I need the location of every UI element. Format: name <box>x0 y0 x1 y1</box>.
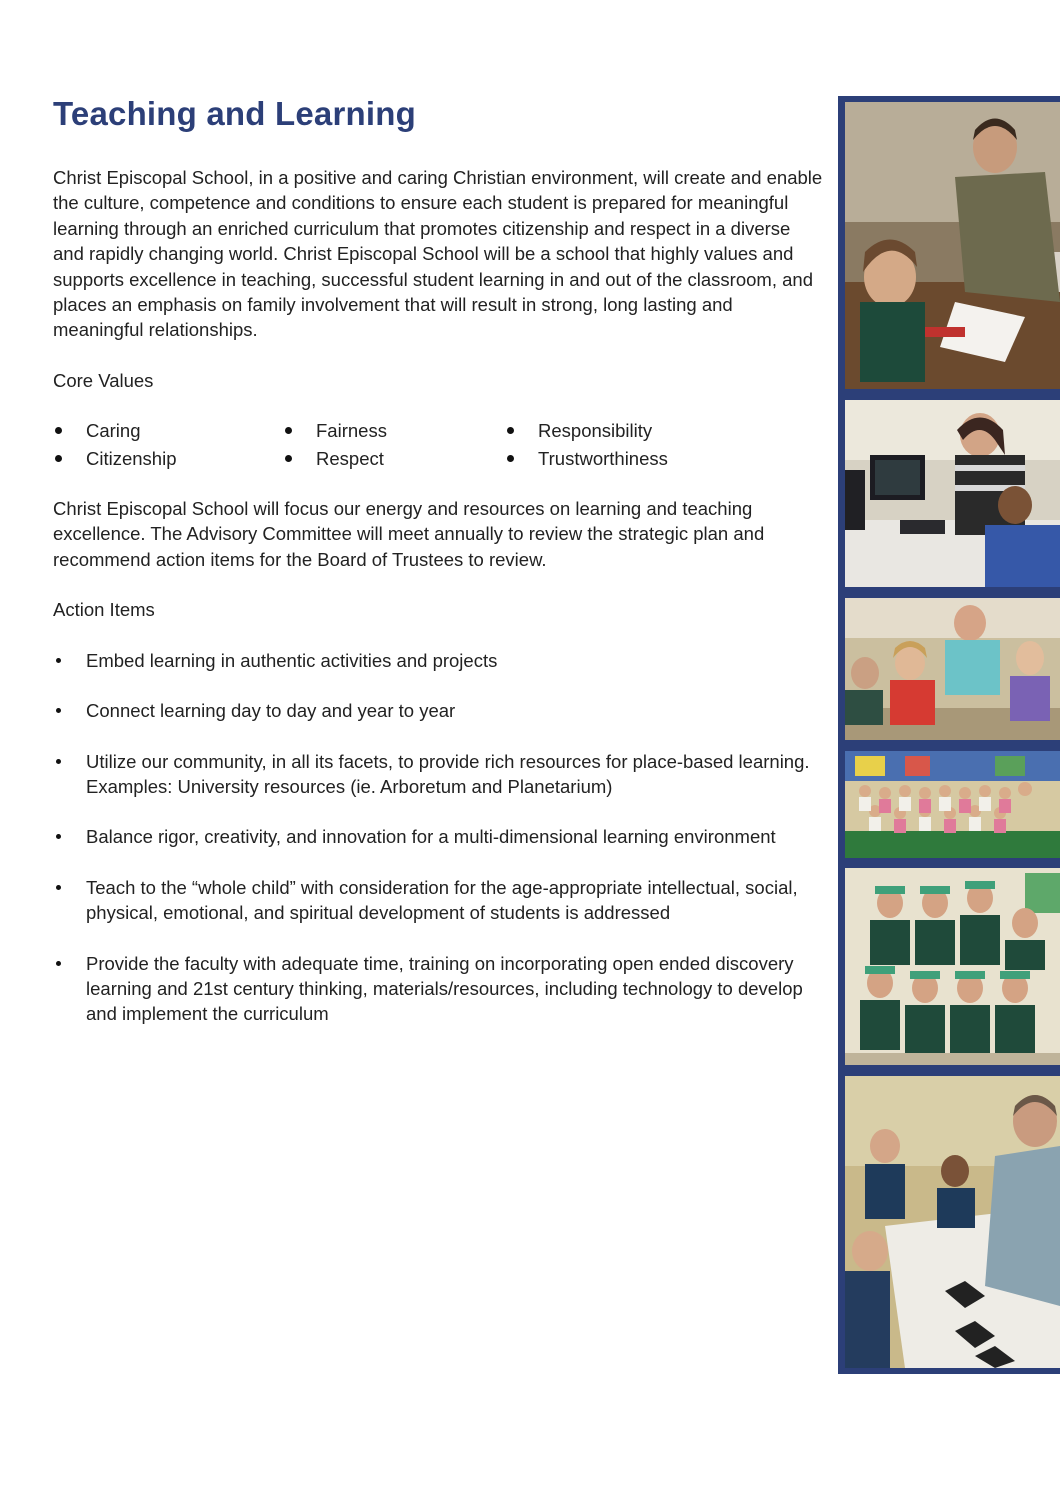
core-value-item: Trustworthiness <box>505 446 805 471</box>
core-value-item: Caring <box>53 418 283 443</box>
classroom-art-photo <box>845 102 1060 389</box>
drawing-activity-photo <box>845 1076 1060 1368</box>
action-items-label: Action Items <box>53 599 155 621</box>
photo-strip <box>838 96 1060 1374</box>
focus-paragraph: Christ Episcopal School will focus our energy and resources on learning and teaching excellence. The Advisory Committee will meet annually to review the strategic plan and recommend action items for the Board of Trustees to review. <box>53 498 765 570</box>
students-group-photo <box>845 868 1060 1065</box>
core-values-list <box>53 418 823 471</box>
core-values-label: Core Values <box>53 369 154 391</box>
action-item: Provide the faculty with adequate time, training on incorporating open ended discovery learning and 21st century thinking, materials/resources, including technology to develop and implement the curriculum <box>53 951 823 1027</box>
core-value-item: Respect <box>283 446 505 471</box>
action-item: Teach to the “whole child” with consideration for the age-appropriate intellectual, social, physical, emotional, and spiritual development of students is addressed <box>53 875 823 926</box>
action-items-list <box>53 648 823 1027</box>
page-title: Teaching and Learning <box>53 95 416 132</box>
intro-paragraph: Christ Episcopal School, in a positive and caring Christian environment, will create and enable the culture, competence and conditions to ensure each student is prepared for meaningful learning through an enriched curriculum that promotes citizenship and respect in a diverse and rapidly changing world. Christ Episcopal School will be a school that highly values and supports excellence in teaching, successful student learning in and out of the classroom, and places an emphasis on family involvement that will result in strong, long lasting and meaningful relationships. <box>53 167 823 341</box>
core-value-item: Fairness <box>283 418 505 443</box>
core-value-item: Citizenship <box>53 446 283 471</box>
action-item: Balance rigor, creativity, and innovation for a multi-dimensional learning environment <box>53 824 823 849</box>
action-item: Utilize our community, in all its facets, to provide rich resources for place-based learning. Examples: University resources (ie. Arboretum and Planetarium) <box>53 749 823 800</box>
computer-lab-photo <box>845 400 1060 587</box>
action-item: Connect learning day to day and year to year <box>53 698 823 723</box>
science-activity-photo <box>845 598 1060 740</box>
class-group-photo <box>845 751 1060 858</box>
action-item: Embed learning in authentic activities and projects <box>53 648 823 673</box>
core-value-item: Responsibility <box>505 418 805 443</box>
main-content <box>53 165 823 1027</box>
